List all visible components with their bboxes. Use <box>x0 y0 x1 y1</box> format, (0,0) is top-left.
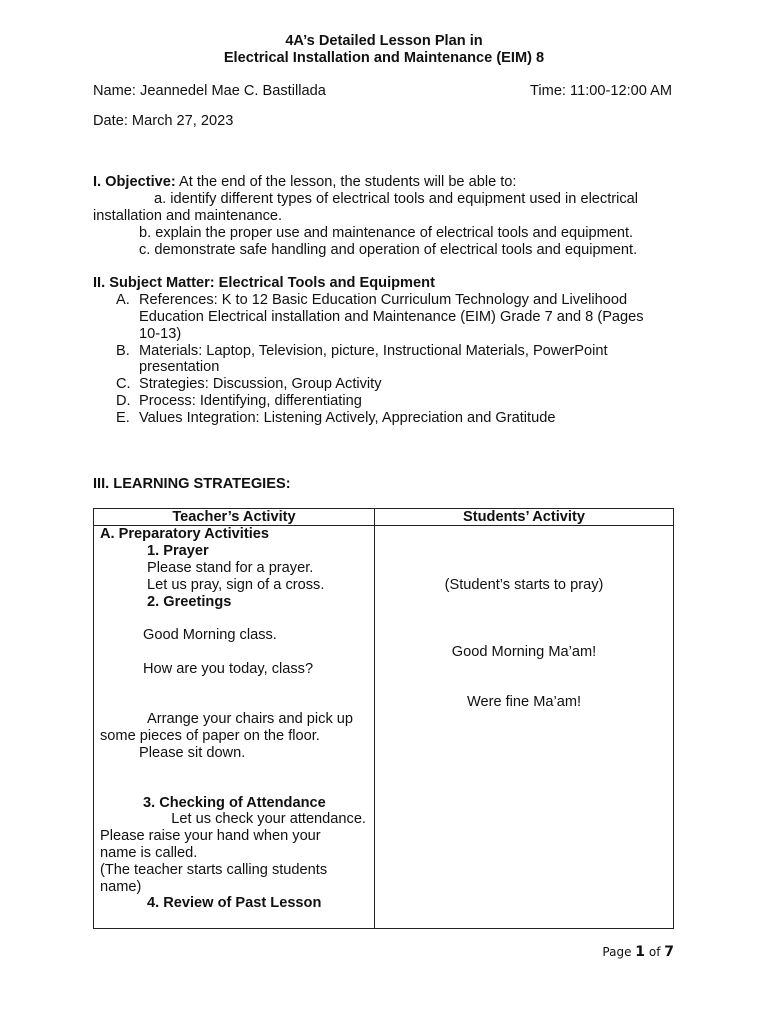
subject-item-letter: B. <box>116 343 130 359</box>
attendance-line: name is called. <box>100 845 198 861</box>
attendance-line: Let us check your attendance. <box>171 811 366 827</box>
subject-matter-heading: II. Subject Matter: Electrical Tools and Equipment <box>93 275 435 291</box>
subject-item-letter: A. <box>116 292 130 308</box>
subject-item-references-line: References: K to 12 Basic Education Curriculum Technology and Livelihood <box>139 292 628 308</box>
document-title-line1: 4A’s Detailed Lesson Plan in <box>285 33 483 49</box>
student-response-morning: Good Morning Ma’am! <box>451 644 597 660</box>
prayer-line: Let us pray, sign of a cross. <box>147 577 325 593</box>
page-footer <box>602 944 674 960</box>
review-heading: 4. Review of Past Lesson <box>147 895 322 911</box>
teacher-name: Name: Jeannedel Mae C. Bastillada <box>93 83 326 99</box>
objective-c: c. demonstrate safe handling and operation of electrical tools and equipment. <box>139 242 638 258</box>
attendance-line: name) <box>100 879 142 895</box>
subject-item-letter: D. <box>116 393 131 409</box>
column-header-students: Students’ Activity <box>463 509 585 525</box>
prayer-line: Please stand for a prayer. <box>147 560 314 576</box>
attendance-line: Please raise your hand when your <box>100 828 321 844</box>
column-header-teacher: Teacher’s Activity <box>172 509 296 525</box>
subject-item-references-line: 10-13) <box>139 326 182 342</box>
subject-item-strategies: Strategies: Discussion, Group Activity <box>139 376 382 392</box>
section-preparatory-activities: A. Preparatory Activities <box>100 526 269 542</box>
arrange-line: Arrange your chairs and pick up <box>147 711 354 727</box>
subject-item-letter: E. <box>116 410 130 426</box>
subject-item-references-line: Education Electrical installation and Maintenance (EIM) Grade 7 and 8 (Pages <box>139 309 644 325</box>
objective-a-line2: installation and maintenance. <box>93 208 283 224</box>
page-label: Page <box>602 945 636 959</box>
lesson-date: Date: March 27, 2023 <box>93 113 234 129</box>
page-total: 7 <box>664 944 674 960</box>
objective-heading: I. Objective: <box>93 174 176 190</box>
document-title-line2: Electrical Installation and Maintenance (EIM) 8 <box>223 50 545 66</box>
class-time: Time: 11:00-12:00 AM <box>530 83 672 99</box>
objective-intro <box>93 174 516 191</box>
attendance-line: (The teacher starts calling students <box>100 862 328 878</box>
greetings-heading: 2. Greetings <box>147 594 232 610</box>
objective-a-line1: a. identify different types of electrical tools and equipment used in electrical <box>154 191 639 207</box>
objective-intro-text: At the end of the lesson, the students will be able to: <box>175 174 517 190</box>
arrange-line: Please sit down. <box>139 745 246 761</box>
arrange-line: some pieces of paper on the floor. <box>100 728 320 744</box>
subject-item-materials-line: presentation <box>139 359 220 375</box>
student-response-pray: (Student’s starts to pray) <box>444 577 604 593</box>
activity-table <box>93 508 674 929</box>
page-number: 1 <box>635 944 646 960</box>
greeting-line: Good Morning class. <box>143 627 277 643</box>
subject-item-materials-line: Materials: Laptop, Television, picture, Instructional Materials, PowerPoint <box>139 343 608 359</box>
prayer-heading: 1. Prayer <box>147 543 209 559</box>
greeting-line: How are you today, class? <box>143 661 314 677</box>
attendance-heading: 3. Checking of Attendance <box>143 795 326 811</box>
subject-item-process: Process: Identifying, differentiating <box>139 393 362 409</box>
subject-item-values: Values Integration: Listening Actively, Appreciation and Gratitude <box>139 410 556 426</box>
of-label: of <box>645 945 665 959</box>
student-response-fine: Were fine Ma’am! <box>466 694 582 710</box>
objective-b: b. explain the proper use and maintenance of electrical tools and equipment. <box>139 225 634 241</box>
learning-strategies-heading: III. LEARNING STRATEGIES: <box>93 476 291 492</box>
subject-item-letter: C. <box>116 376 131 392</box>
